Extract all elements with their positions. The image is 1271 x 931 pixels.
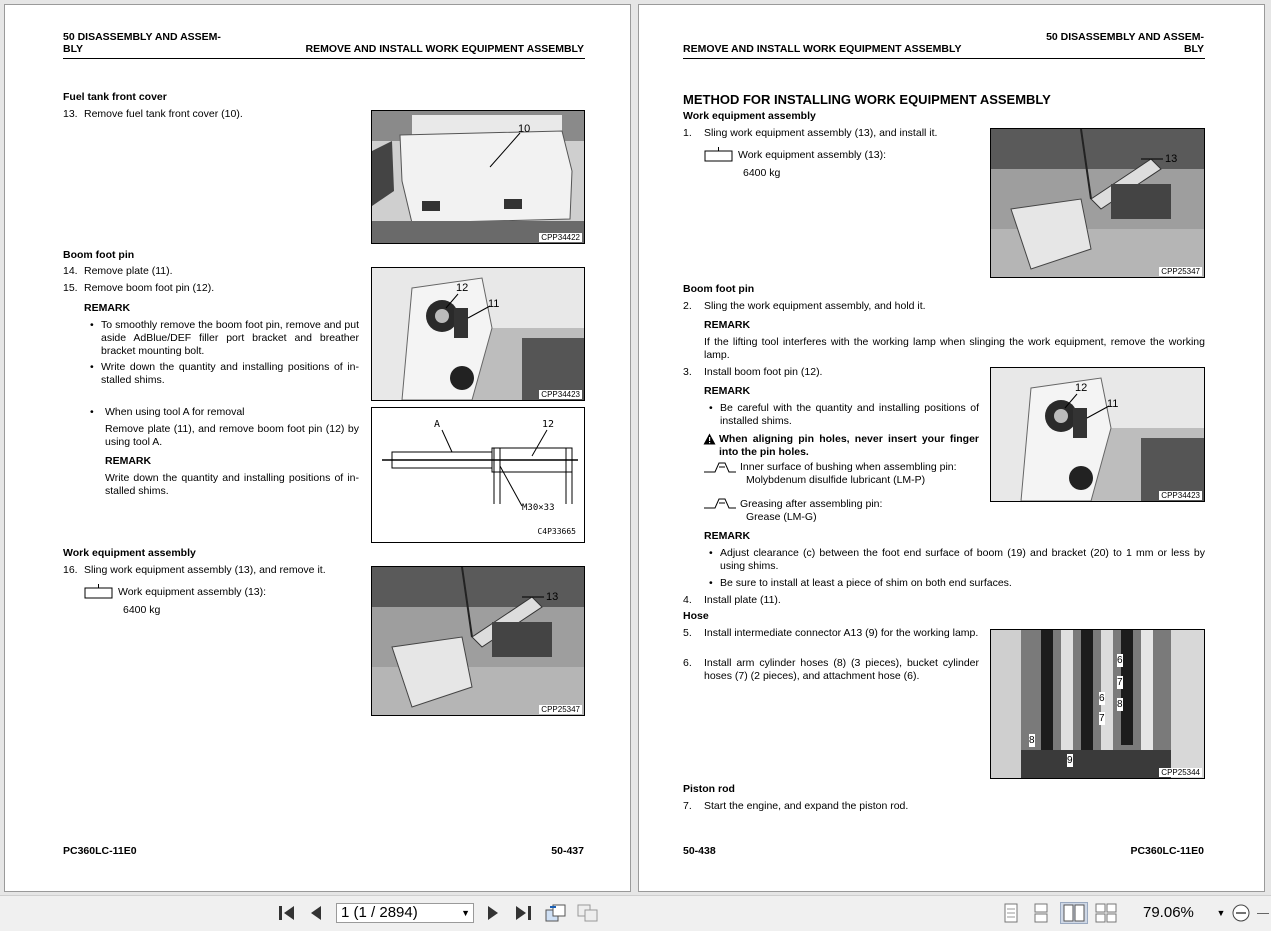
step-number: 7. <box>683 800 692 812</box>
boom-foot-photo <box>372 268 584 400</box>
step-number: 15. <box>63 282 78 294</box>
sling-label: Work equipment assembly (13): <box>118 586 267 598</box>
grease-text: Greasing after assembling pin: <box>740 498 883 510</box>
figure-fuel-tank-cover <box>371 110 585 244</box>
step-text: Remove fuel tank front cover (10). <box>84 108 243 120</box>
boom-foot-photo <box>991 368 1204 501</box>
step-number: 3. <box>683 366 692 378</box>
remark-heading: REMARK <box>704 530 751 542</box>
section-heading: Boom foot pin <box>63 249 135 261</box>
fuel-tank-photo <box>372 111 584 243</box>
sling-weight: 6400 kg <box>123 604 161 616</box>
bullet-dot: • <box>90 319 94 331</box>
remark-bullet: Be sure to install at least a piece of shim on both end surfaces. <box>720 577 1012 589</box>
step-number: 1. <box>683 127 692 139</box>
continuous-facing-icon <box>1095 903 1117 923</box>
callout-label: 9 <box>1067 755 1073 766</box>
figure-id: CPP25347 <box>1161 267 1200 276</box>
step-text: Sling the work equipment assembly, and hold it. <box>704 300 926 312</box>
page-number-input[interactable] <box>336 903 474 923</box>
hoses-photo <box>991 630 1204 778</box>
continuous-facing-view-button[interactable] <box>1094 902 1118 924</box>
step-text: Install plate (11). <box>704 594 781 606</box>
prev-page-button[interactable] <box>306 902 326 924</box>
lubricant-text: Inner surface of bushing when assembling pin: <box>740 461 957 473</box>
step-text: Sling work equipment assembly (13), and install it. <box>704 127 938 139</box>
footer-page-number: 50-437 <box>551 845 584 857</box>
single-page-view-button[interactable] <box>1000 902 1022 924</box>
figure-boom-foot-pin <box>371 267 585 401</box>
facing-view-button[interactable] <box>1060 902 1088 924</box>
zoom-level[interactable]: 79.06% <box>1143 904 1194 921</box>
prev-page-icon <box>309 905 323 921</box>
callout-label: 12 <box>1075 382 1088 394</box>
callout-label: 7 <box>1117 677 1123 688</box>
section-heading: Piston rod <box>683 783 735 795</box>
sling-weight: 6400 kg <box>743 167 781 179</box>
header-chapter: 50 DISASSEMBLY AND ASSEM- BLY <box>1046 31 1204 55</box>
figure-id: CPP34422 <box>541 233 580 242</box>
callout-label: A <box>434 419 441 430</box>
page-dropdown-icon[interactable]: ▼ <box>461 908 470 918</box>
figure-id: CPP25344 <box>1161 768 1200 777</box>
step-text: Start the engine, and expand the piston rod. <box>704 800 909 812</box>
callout-label: 6 <box>1099 693 1105 704</box>
figure-work-equipment-sling <box>990 128 1205 278</box>
bullet-dot: • <box>709 547 713 559</box>
callout-label: 8 <box>1029 735 1035 746</box>
callout-label: 8 <box>1117 699 1123 710</box>
sling-weight-icon <box>704 146 734 162</box>
prev-view-icon <box>545 904 567 922</box>
figure-boom-foot-pin <box>990 367 1205 502</box>
zoom-slider-track[interactable] <box>1256 902 1270 924</box>
remark-heading: REMARK <box>704 319 751 331</box>
page-50-437 <box>4 4 631 892</box>
figure-id: C4P33665 <box>537 527 576 536</box>
tool-instruction: Remove plate (11), and remove boom foot pin (12) by using tool A. <box>105 423 359 448</box>
single-page-icon <box>1003 903 1019 923</box>
step-text: Remove plate (11). <box>84 265 173 277</box>
previous-view-button[interactable] <box>544 902 568 924</box>
header-title: REMOVE AND INSTALL WORK EQUIPMENT ASSEMBLY <box>683 43 962 55</box>
header-chapter: 50 DISASSEMBLY AND ASSEM- BLY <box>63 31 221 55</box>
footer-model: PC360LC-11E0 <box>63 845 137 857</box>
zoom-out-icon <box>1231 903 1251 923</box>
page-50-438 <box>638 4 1265 892</box>
callout-label: 6 <box>1117 655 1123 666</box>
next-page-button[interactable] <box>484 902 502 924</box>
lubricant-name: Molybdenum disulfide lubricant (LM-P) <box>746 474 926 486</box>
step-text: Install arm cylinder hoses (8) (3 pieces), bucket cylinder hoses (7) (2 pieces), and attachment hose (6). <box>704 657 979 682</box>
header-rule <box>63 58 585 59</box>
lubricant-icon <box>703 461 737 473</box>
remark-heading: REMARK <box>105 455 152 467</box>
page-number-value: 1 (1 / 2894) <box>341 904 418 921</box>
grease-name: Grease (LM-G) <box>746 511 817 523</box>
section-heading: Work equipment assembly <box>683 110 816 122</box>
warning-text: When aligning pin holes, never insert your finger into the pin holes. <box>719 433 979 458</box>
step-number: 13. <box>63 108 78 120</box>
next-view-icon <box>577 904 599 922</box>
remark-heading: REMARK <box>704 385 751 397</box>
remark-bullet: When using tool A for removal <box>105 406 245 418</box>
figure-work-equipment-sling <box>371 566 585 716</box>
continuous-icon <box>1033 903 1049 923</box>
section-heading: Boom foot pin <box>683 283 755 295</box>
remark-bullet: Adjust clearance (c) between the foot end surface of boom (19) and bracket (20) to 1 mm or less by using shims. <box>720 547 1205 572</box>
work-equipment-photo <box>991 129 1204 277</box>
callout-label: M30×33 <box>522 503 555 513</box>
continuous-view-button[interactable] <box>1030 902 1052 924</box>
viewer-toolbar <box>0 895 1271 931</box>
first-page-button[interactable] <box>276 902 298 924</box>
figure-id: CPP34423 <box>541 390 580 399</box>
figure-tool-a-drawing <box>371 407 585 543</box>
sling-label: Work equipment assembly (13): <box>738 149 887 161</box>
main-title: METHOD FOR INSTALLING WORK EQUIPMENT ASSEMBLY <box>683 92 1051 107</box>
figure-id: CPP34423 <box>1161 491 1200 500</box>
footer-model: PC360LC-11E0 <box>1130 845 1204 857</box>
callout-label: 10 <box>518 123 531 135</box>
work-equipment-photo <box>372 567 584 715</box>
next-view-button[interactable] <box>576 902 600 924</box>
bullet-dot: • <box>90 406 94 418</box>
sling-weight-icon <box>84 583 114 599</box>
remark-heading: REMARK <box>84 302 131 314</box>
step-text: Install boom foot pin (12). <box>704 366 823 378</box>
header-title: REMOVE AND INSTALL WORK EQUIPMENT ASSEMBLY <box>305 43 584 55</box>
remark-bullet: Be careful with the quantity and installing positions of installed shims. <box>720 402 979 427</box>
remark-text: Write down the quantity and installing positions of in-stalled shims. <box>105 472 359 497</box>
remark-bullet: Write down the quantity and installing positions of in-stalled shims. <box>101 361 359 386</box>
step-number: 6. <box>683 657 692 669</box>
next-page-icon <box>486 905 500 921</box>
section-heading: Fuel tank front cover <box>63 91 167 103</box>
zoom-dropdown-icon[interactable]: ▼ <box>1216 908 1226 918</box>
facing-icon <box>1063 904 1085 922</box>
section-heading: Hose <box>683 610 709 622</box>
last-page-button[interactable] <box>512 902 534 924</box>
callout-label: 12 <box>542 419 555 430</box>
section-heading: Work equipment assembly <box>63 547 196 559</box>
bullet-dot: • <box>709 402 713 414</box>
zoom-out-button[interactable] <box>1230 902 1252 924</box>
step-number: 14. <box>63 265 78 277</box>
bullet-dot: • <box>90 361 94 373</box>
last-page-icon <box>514 905 532 921</box>
step-text: Remove boom foot pin (12). <box>84 282 215 294</box>
first-page-icon <box>278 905 296 921</box>
callout-label: 11 <box>488 298 500 310</box>
step-number: 16. <box>63 564 78 576</box>
footer-page-number: 50-438 <box>683 845 716 857</box>
step-number: 4. <box>683 594 692 606</box>
bullet-dot: • <box>709 577 713 589</box>
step-text: Install intermediate connector A13 (9) for the working lamp. <box>704 627 979 639</box>
header-rule <box>683 58 1205 59</box>
callout-label: 12 <box>456 282 469 294</box>
grease-icon <box>703 497 737 509</box>
figure-id: CPP25347 <box>541 705 580 714</box>
step-number: 2. <box>683 300 692 312</box>
callout-label: 11 <box>1107 398 1119 410</box>
step-text: Sling work equipment assembly (13), and remove it. <box>84 564 326 576</box>
figure-hoses <box>990 629 1205 779</box>
warning-icon <box>703 433 716 445</box>
callout-label: 13 <box>1165 153 1178 165</box>
callout-label: 13 <box>546 591 559 603</box>
callout-label: 7 <box>1099 713 1105 724</box>
remark-text: If the lifting tool interferes with the working lamp when slinging the work equipment, remove the working lamp. <box>704 336 1205 361</box>
remark-bullet: To smoothly remove the boom foot pin, remove and put aside AdBlue/DEF filler port bracket and breather bracket mounting bolt. <box>101 319 359 357</box>
step-number: 5. <box>683 627 692 639</box>
